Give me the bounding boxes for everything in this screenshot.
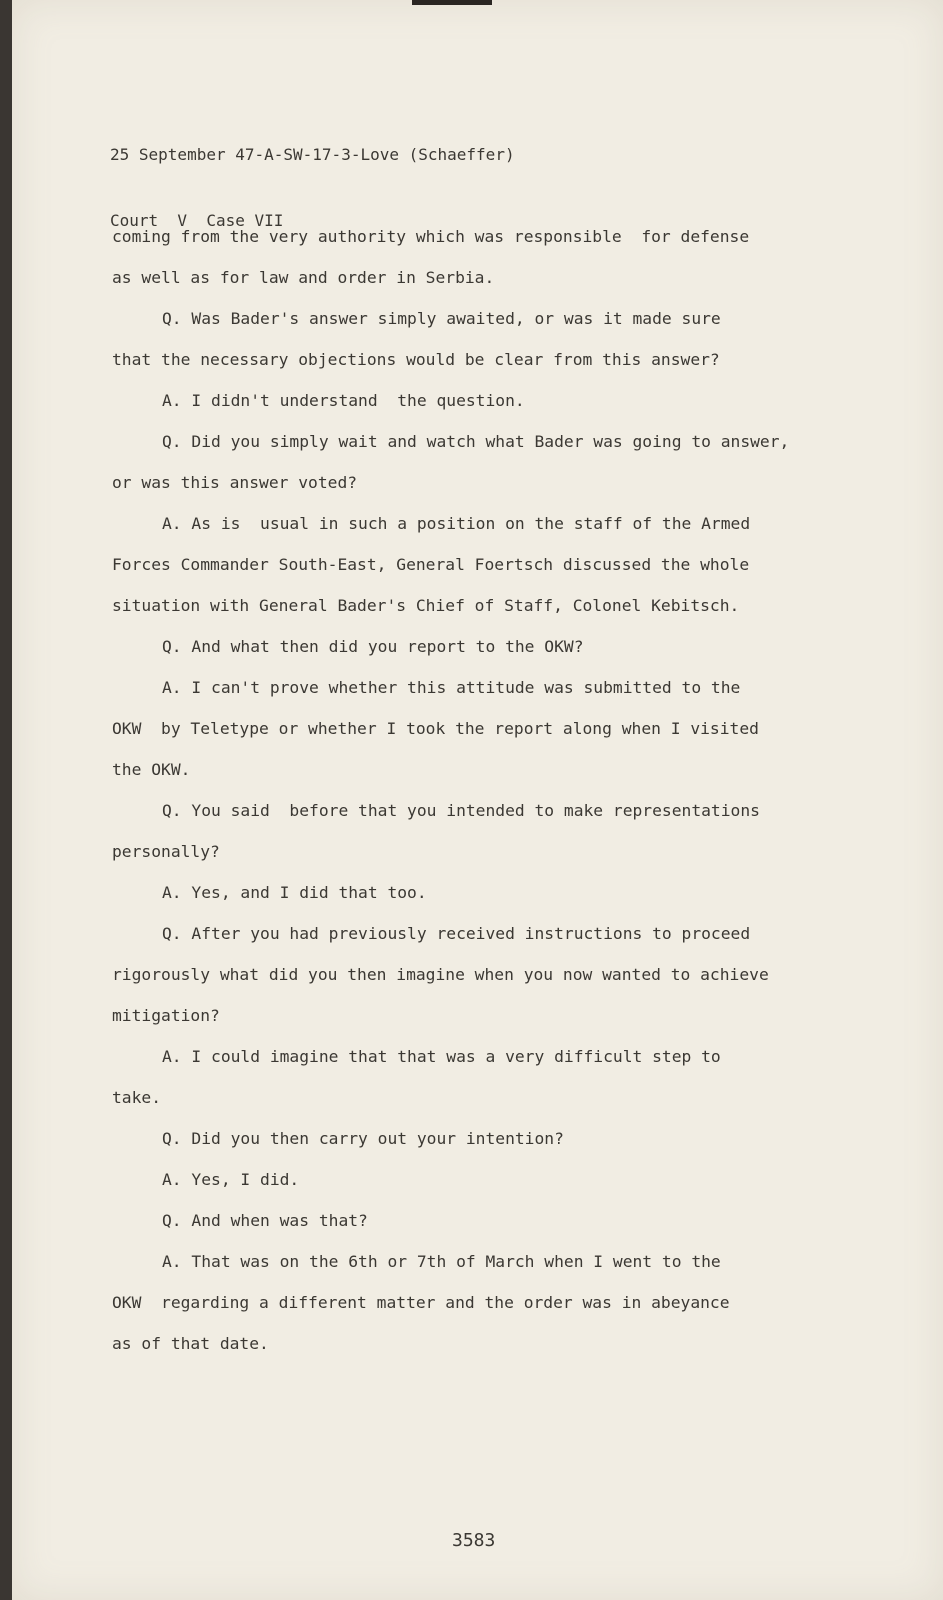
transcript-line: that the necessary objections would be clear from this answer?: [112, 350, 720, 369]
page-number: 3583: [452, 1530, 496, 1551]
document-page: [12, 0, 943, 1600]
transcript-line: OKW regarding a different matter and the order was in abeyance: [112, 1293, 730, 1312]
transcript-line: A. Yes, and I did that too.: [162, 883, 427, 902]
transcript-line: A. As is usual in such a position on the staff of the Armed: [162, 514, 751, 533]
transcript-line: A. I didn't understand the question.: [162, 391, 525, 410]
transcript-line: situation with General Bader's Chief of Staff, Colonel Kebitsch.: [112, 596, 740, 615]
transcript-line: mitigation?: [112, 1006, 220, 1025]
transcript-line: the OKW.: [112, 760, 191, 779]
transcript-line: as of that date.: [112, 1334, 269, 1353]
header-line-court-case: Court V Case VII: [110, 211, 284, 230]
transcript-line: or was this answer voted?: [112, 473, 358, 492]
transcript-body: [112, 216, 832, 1364]
top-edge-mark: [412, 0, 492, 5]
transcript-line: OKW by Teletype or whether I took the report along when I visited: [112, 719, 759, 738]
transcript-line: rigorously what did you then imagine when you now wanted to achieve: [112, 965, 769, 984]
transcript-line: A. I can't prove whether this attitude was submitted to the: [162, 678, 741, 697]
transcript-line: take.: [112, 1088, 162, 1107]
transcript-line: personally?: [112, 842, 220, 861]
transcript-line: Q. After you had previously received instructions to proceed: [162, 924, 751, 943]
transcript-line: A. Yes, I did.: [162, 1170, 300, 1189]
transcript-line: A. I could imagine that that was a very difficult step to: [162, 1047, 721, 1066]
transcript-line: Q. And when was that?: [162, 1211, 368, 1230]
transcript-line: Q. Was Bader's answer simply awaited, or was it made sure: [162, 309, 721, 328]
transcript-line: as well as for law and order in Serbia.: [112, 268, 495, 287]
header-line-date-reference: 25 September 47-A-SW-17-3-Love (Schaeffer): [110, 145, 515, 164]
transcript-line: A. That was on the 6th or 7th of March when I went to the: [162, 1252, 721, 1271]
transcript-line: Q. You said before that you intended to make representations: [162, 801, 760, 820]
transcript-line: Q. Did you then carry out your intention?: [162, 1129, 564, 1148]
transcript-line: coming from the very authority which was responsible for defense: [112, 227, 750, 246]
transcript-line: Q. Did you simply wait and watch what Bader was going to answer,: [162, 432, 790, 451]
transcript-line: Forces Commander South-East, General Foertsch discussed the whole: [112, 555, 750, 574]
transcript-line: Q. And what then did you report to the OKW?: [162, 637, 584, 656]
